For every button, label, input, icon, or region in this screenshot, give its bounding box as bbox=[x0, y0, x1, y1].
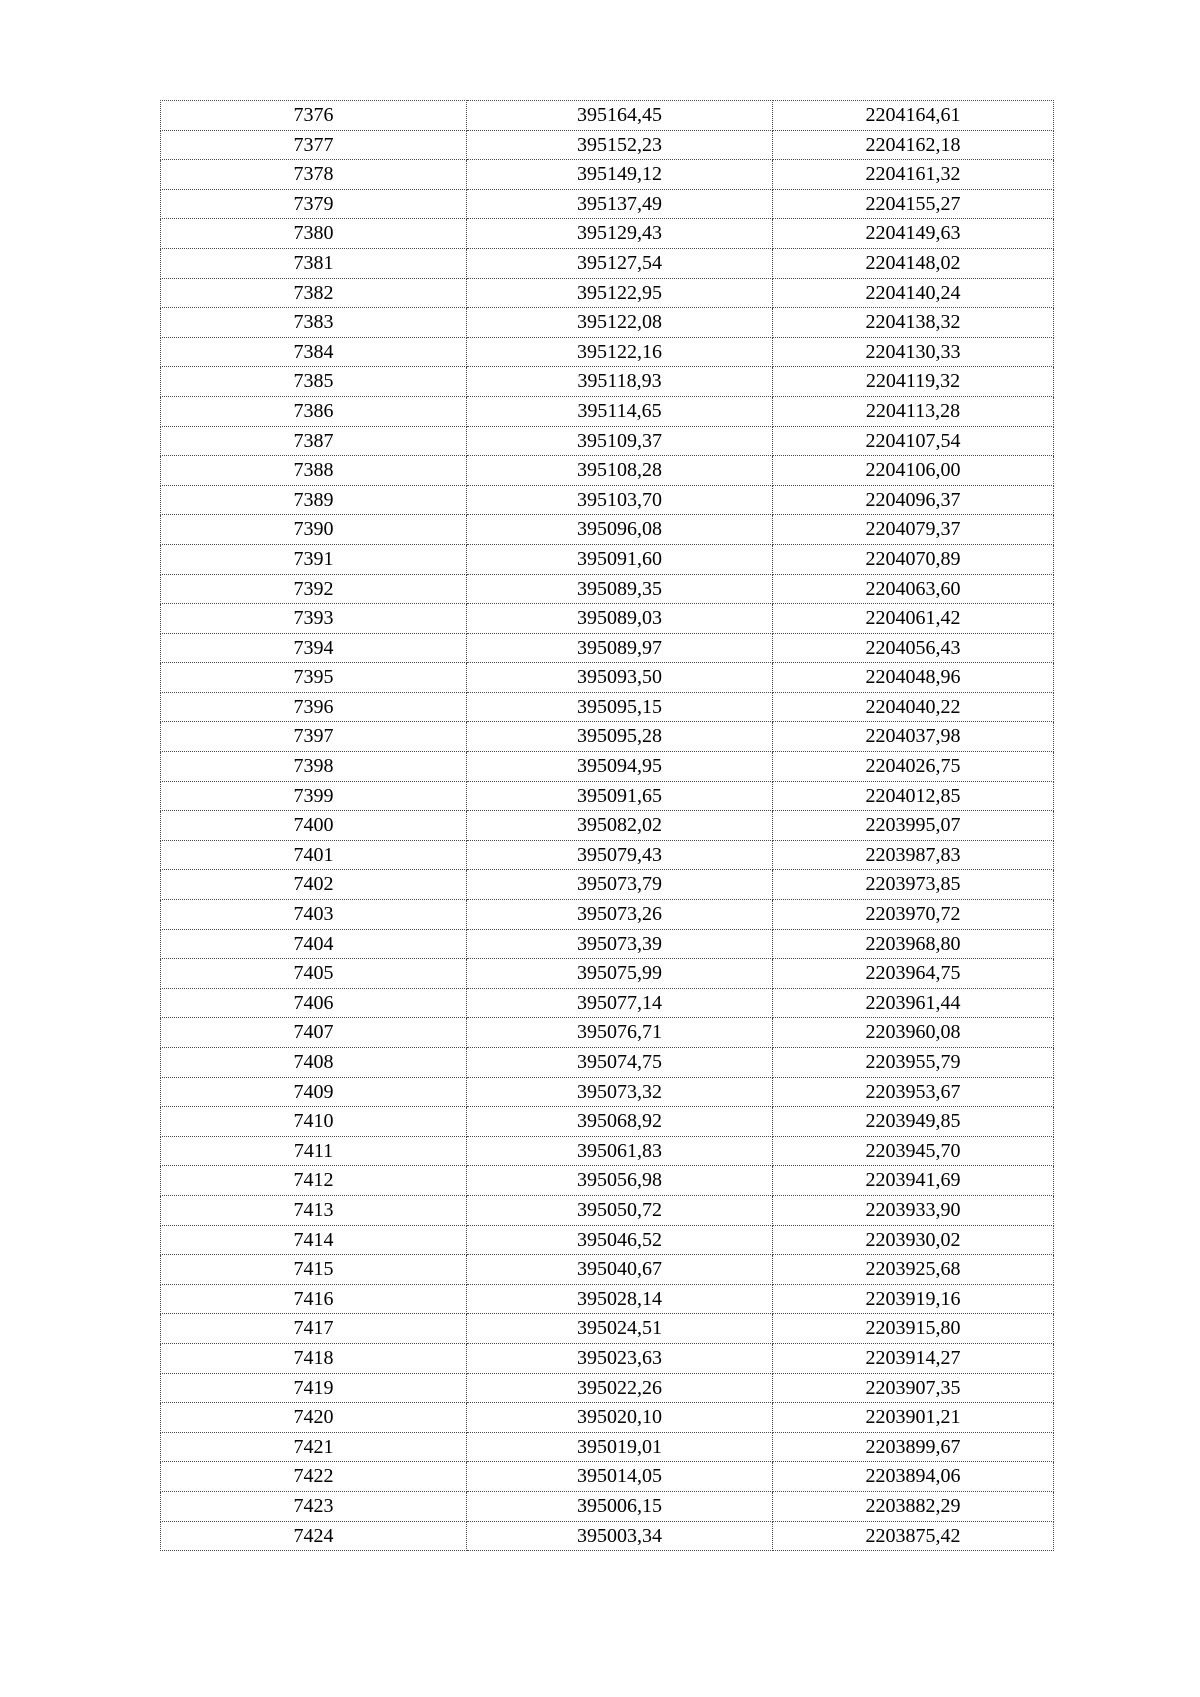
cell-y: 2203875,42 bbox=[773, 1521, 1054, 1551]
cell-x: 395040,67 bbox=[467, 1255, 773, 1285]
table-row bbox=[161, 722, 1054, 752]
table-row bbox=[161, 574, 1054, 604]
table-row bbox=[161, 1166, 1054, 1196]
cell-point-id: 7419 bbox=[161, 1373, 467, 1403]
table-row bbox=[161, 130, 1054, 160]
table-row bbox=[161, 1048, 1054, 1078]
cell-point-id: 7404 bbox=[161, 929, 467, 959]
cell-point-id: 7411 bbox=[161, 1136, 467, 1166]
cell-x: 395152,23 bbox=[467, 130, 773, 160]
table-row bbox=[161, 426, 1054, 456]
cell-y: 2204040,22 bbox=[773, 692, 1054, 722]
cell-x: 395114,65 bbox=[467, 396, 773, 426]
cell-point-id: 7396 bbox=[161, 692, 467, 722]
cell-y: 2203960,08 bbox=[773, 1018, 1054, 1048]
cell-point-id: 7376 bbox=[161, 101, 467, 131]
cell-point-id: 7424 bbox=[161, 1521, 467, 1551]
cell-x: 395073,32 bbox=[467, 1077, 773, 1107]
cell-point-id: 7407 bbox=[161, 1018, 467, 1048]
table-row bbox=[161, 1195, 1054, 1225]
table-row bbox=[161, 633, 1054, 663]
cell-y: 2203968,80 bbox=[773, 929, 1054, 959]
table-row bbox=[161, 337, 1054, 367]
cell-y: 2203933,90 bbox=[773, 1195, 1054, 1225]
cell-point-id: 7414 bbox=[161, 1225, 467, 1255]
table-row bbox=[161, 752, 1054, 782]
cell-x: 395082,02 bbox=[467, 811, 773, 841]
table-row bbox=[161, 1403, 1054, 1433]
cell-y: 2204063,60 bbox=[773, 574, 1054, 604]
cell-y: 2204048,96 bbox=[773, 663, 1054, 693]
cell-x: 395073,26 bbox=[467, 900, 773, 930]
cell-point-id: 7417 bbox=[161, 1314, 467, 1344]
cell-y: 2204107,54 bbox=[773, 426, 1054, 456]
cell-y: 2204161,32 bbox=[773, 160, 1054, 190]
table-row bbox=[161, 1314, 1054, 1344]
table-row bbox=[161, 1432, 1054, 1462]
cell-y: 2203945,70 bbox=[773, 1136, 1054, 1166]
table-row bbox=[161, 1018, 1054, 1048]
cell-y: 2204070,89 bbox=[773, 544, 1054, 574]
table-row bbox=[161, 485, 1054, 515]
cell-x: 395020,10 bbox=[467, 1403, 773, 1433]
cell-x: 395118,93 bbox=[467, 367, 773, 397]
cell-y: 2204079,37 bbox=[773, 515, 1054, 545]
cell-y: 2203995,07 bbox=[773, 811, 1054, 841]
cell-point-id: 7418 bbox=[161, 1343, 467, 1373]
cell-y: 2204106,00 bbox=[773, 456, 1054, 486]
cell-point-id: 7403 bbox=[161, 900, 467, 930]
cell-y: 2204140,24 bbox=[773, 278, 1054, 308]
table-row bbox=[161, 900, 1054, 930]
cell-x: 395094,95 bbox=[467, 752, 773, 782]
cell-y: 2203901,21 bbox=[773, 1403, 1054, 1433]
cell-y: 2204148,02 bbox=[773, 248, 1054, 278]
cell-point-id: 7398 bbox=[161, 752, 467, 782]
cell-x: 395149,12 bbox=[467, 160, 773, 190]
cell-point-id: 7393 bbox=[161, 604, 467, 634]
cell-y: 2203919,16 bbox=[773, 1284, 1054, 1314]
cell-x: 395073,79 bbox=[467, 870, 773, 900]
cell-x: 395109,37 bbox=[467, 426, 773, 456]
cell-y: 2204164,61 bbox=[773, 101, 1054, 131]
cell-x: 395164,45 bbox=[467, 101, 773, 131]
cell-y: 2203894,06 bbox=[773, 1462, 1054, 1492]
cell-point-id: 7422 bbox=[161, 1462, 467, 1492]
cell-point-id: 7391 bbox=[161, 544, 467, 574]
cell-x: 395073,39 bbox=[467, 929, 773, 959]
cell-point-id: 7392 bbox=[161, 574, 467, 604]
cell-y: 2204026,75 bbox=[773, 752, 1054, 782]
cell-x: 395022,26 bbox=[467, 1373, 773, 1403]
table-row bbox=[161, 1491, 1054, 1521]
table-row bbox=[161, 248, 1054, 278]
cell-point-id: 7394 bbox=[161, 633, 467, 663]
table-row bbox=[161, 160, 1054, 190]
cell-point-id: 7377 bbox=[161, 130, 467, 160]
table-row bbox=[161, 663, 1054, 693]
cell-y: 2203907,35 bbox=[773, 1373, 1054, 1403]
cell-x: 395095,28 bbox=[467, 722, 773, 752]
cell-x: 395068,92 bbox=[467, 1107, 773, 1137]
cell-y: 2204096,37 bbox=[773, 485, 1054, 515]
table-row bbox=[161, 456, 1054, 486]
cell-y: 2203914,27 bbox=[773, 1343, 1054, 1373]
table-row bbox=[161, 278, 1054, 308]
cell-x: 395061,83 bbox=[467, 1136, 773, 1166]
cell-y: 2204056,43 bbox=[773, 633, 1054, 663]
cell-point-id: 7405 bbox=[161, 959, 467, 989]
cell-point-id: 7402 bbox=[161, 870, 467, 900]
coordinate-table-body bbox=[161, 101, 1054, 1551]
table-row bbox=[161, 219, 1054, 249]
cell-point-id: 7380 bbox=[161, 219, 467, 249]
cell-point-id: 7388 bbox=[161, 456, 467, 486]
cell-point-id: 7401 bbox=[161, 840, 467, 870]
table-row bbox=[161, 692, 1054, 722]
table-row bbox=[161, 1255, 1054, 1285]
cell-x: 395003,34 bbox=[467, 1521, 773, 1551]
table-row bbox=[161, 189, 1054, 219]
cell-x: 395108,28 bbox=[467, 456, 773, 486]
cell-point-id: 7378 bbox=[161, 160, 467, 190]
cell-y: 2203915,80 bbox=[773, 1314, 1054, 1344]
cell-x: 395091,60 bbox=[467, 544, 773, 574]
table-row bbox=[161, 959, 1054, 989]
coordinate-table bbox=[160, 100, 1054, 1551]
table-row bbox=[161, 544, 1054, 574]
cell-y: 2203953,67 bbox=[773, 1077, 1054, 1107]
cell-point-id: 7379 bbox=[161, 189, 467, 219]
cell-y: 2204037,98 bbox=[773, 722, 1054, 752]
cell-x: 395096,08 bbox=[467, 515, 773, 545]
cell-point-id: 7397 bbox=[161, 722, 467, 752]
cell-point-id: 7400 bbox=[161, 811, 467, 841]
cell-point-id: 7381 bbox=[161, 248, 467, 278]
cell-x: 395095,15 bbox=[467, 692, 773, 722]
cell-point-id: 7415 bbox=[161, 1255, 467, 1285]
table-row bbox=[161, 1521, 1054, 1551]
table-row bbox=[161, 367, 1054, 397]
cell-x: 395129,43 bbox=[467, 219, 773, 249]
cell-point-id: 7408 bbox=[161, 1048, 467, 1078]
cell-x: 395122,08 bbox=[467, 308, 773, 338]
cell-x: 395137,49 bbox=[467, 189, 773, 219]
cell-y: 2204155,27 bbox=[773, 189, 1054, 219]
table-row bbox=[161, 1343, 1054, 1373]
cell-y: 2203930,02 bbox=[773, 1225, 1054, 1255]
cell-x: 395076,71 bbox=[467, 1018, 773, 1048]
cell-y: 2204119,32 bbox=[773, 367, 1054, 397]
cell-x: 395056,98 bbox=[467, 1166, 773, 1196]
cell-x: 395093,50 bbox=[467, 663, 773, 693]
cell-point-id: 7421 bbox=[161, 1432, 467, 1462]
cell-point-id: 7382 bbox=[161, 278, 467, 308]
cell-x: 395089,35 bbox=[467, 574, 773, 604]
table-row bbox=[161, 1077, 1054, 1107]
cell-y: 2204113,28 bbox=[773, 396, 1054, 426]
cell-y: 2204149,63 bbox=[773, 219, 1054, 249]
cell-x: 395023,63 bbox=[467, 1343, 773, 1373]
cell-point-id: 7409 bbox=[161, 1077, 467, 1107]
cell-y: 2203961,44 bbox=[773, 988, 1054, 1018]
table-row bbox=[161, 929, 1054, 959]
cell-y: 2204162,18 bbox=[773, 130, 1054, 160]
table-row bbox=[161, 1107, 1054, 1137]
cell-x: 395019,01 bbox=[467, 1432, 773, 1462]
cell-x: 395074,75 bbox=[467, 1048, 773, 1078]
cell-x: 395077,14 bbox=[467, 988, 773, 1018]
cell-x: 395089,03 bbox=[467, 604, 773, 634]
table-row bbox=[161, 515, 1054, 545]
cell-point-id: 7410 bbox=[161, 1107, 467, 1137]
cell-y: 2204012,85 bbox=[773, 781, 1054, 811]
cell-y: 2203987,83 bbox=[773, 840, 1054, 870]
cell-x: 395075,99 bbox=[467, 959, 773, 989]
cell-x: 395079,43 bbox=[467, 840, 773, 870]
cell-point-id: 7387 bbox=[161, 426, 467, 456]
cell-y: 2203955,79 bbox=[773, 1048, 1054, 1078]
cell-point-id: 7412 bbox=[161, 1166, 467, 1196]
cell-point-id: 7383 bbox=[161, 308, 467, 338]
cell-point-id: 7386 bbox=[161, 396, 467, 426]
cell-y: 2203949,85 bbox=[773, 1107, 1054, 1137]
table-row bbox=[161, 1284, 1054, 1314]
cell-x: 395024,51 bbox=[467, 1314, 773, 1344]
cell-point-id: 7406 bbox=[161, 988, 467, 1018]
table-row bbox=[161, 101, 1054, 131]
cell-x: 395050,72 bbox=[467, 1195, 773, 1225]
table-row bbox=[161, 1225, 1054, 1255]
cell-y: 2203925,68 bbox=[773, 1255, 1054, 1285]
cell-y: 2204061,42 bbox=[773, 604, 1054, 634]
table-row bbox=[161, 840, 1054, 870]
table-row bbox=[161, 870, 1054, 900]
cell-point-id: 7389 bbox=[161, 485, 467, 515]
cell-y: 2204138,32 bbox=[773, 308, 1054, 338]
cell-x: 395046,52 bbox=[467, 1225, 773, 1255]
cell-point-id: 7384 bbox=[161, 337, 467, 367]
cell-x: 395103,70 bbox=[467, 485, 773, 515]
cell-point-id: 7416 bbox=[161, 1284, 467, 1314]
coordinate-table-container bbox=[160, 100, 1050, 1551]
table-row bbox=[161, 988, 1054, 1018]
table-row bbox=[161, 396, 1054, 426]
cell-point-id: 7420 bbox=[161, 1403, 467, 1433]
cell-x: 395091,65 bbox=[467, 781, 773, 811]
cell-point-id: 7385 bbox=[161, 367, 467, 397]
cell-y: 2203882,29 bbox=[773, 1491, 1054, 1521]
cell-x: 395014,05 bbox=[467, 1462, 773, 1492]
cell-y: 2203941,69 bbox=[773, 1166, 1054, 1196]
cell-y: 2203970,72 bbox=[773, 900, 1054, 930]
cell-y: 2203973,85 bbox=[773, 870, 1054, 900]
cell-x: 395006,15 bbox=[467, 1491, 773, 1521]
table-row bbox=[161, 1136, 1054, 1166]
cell-point-id: 7413 bbox=[161, 1195, 467, 1225]
cell-point-id: 7399 bbox=[161, 781, 467, 811]
table-row bbox=[161, 604, 1054, 634]
cell-y: 2203899,67 bbox=[773, 1432, 1054, 1462]
cell-x: 395127,54 bbox=[467, 248, 773, 278]
table-row bbox=[161, 1373, 1054, 1403]
table-row bbox=[161, 781, 1054, 811]
table-row bbox=[161, 811, 1054, 841]
cell-x: 395122,16 bbox=[467, 337, 773, 367]
table-row bbox=[161, 1462, 1054, 1492]
cell-point-id: 7395 bbox=[161, 663, 467, 693]
table-row bbox=[161, 308, 1054, 338]
cell-point-id: 7423 bbox=[161, 1491, 467, 1521]
cell-x: 395122,95 bbox=[467, 278, 773, 308]
cell-x: 395089,97 bbox=[467, 633, 773, 663]
cell-y: 2204130,33 bbox=[773, 337, 1054, 367]
cell-y: 2203964,75 bbox=[773, 959, 1054, 989]
cell-x: 395028,14 bbox=[467, 1284, 773, 1314]
cell-point-id: 7390 bbox=[161, 515, 467, 545]
